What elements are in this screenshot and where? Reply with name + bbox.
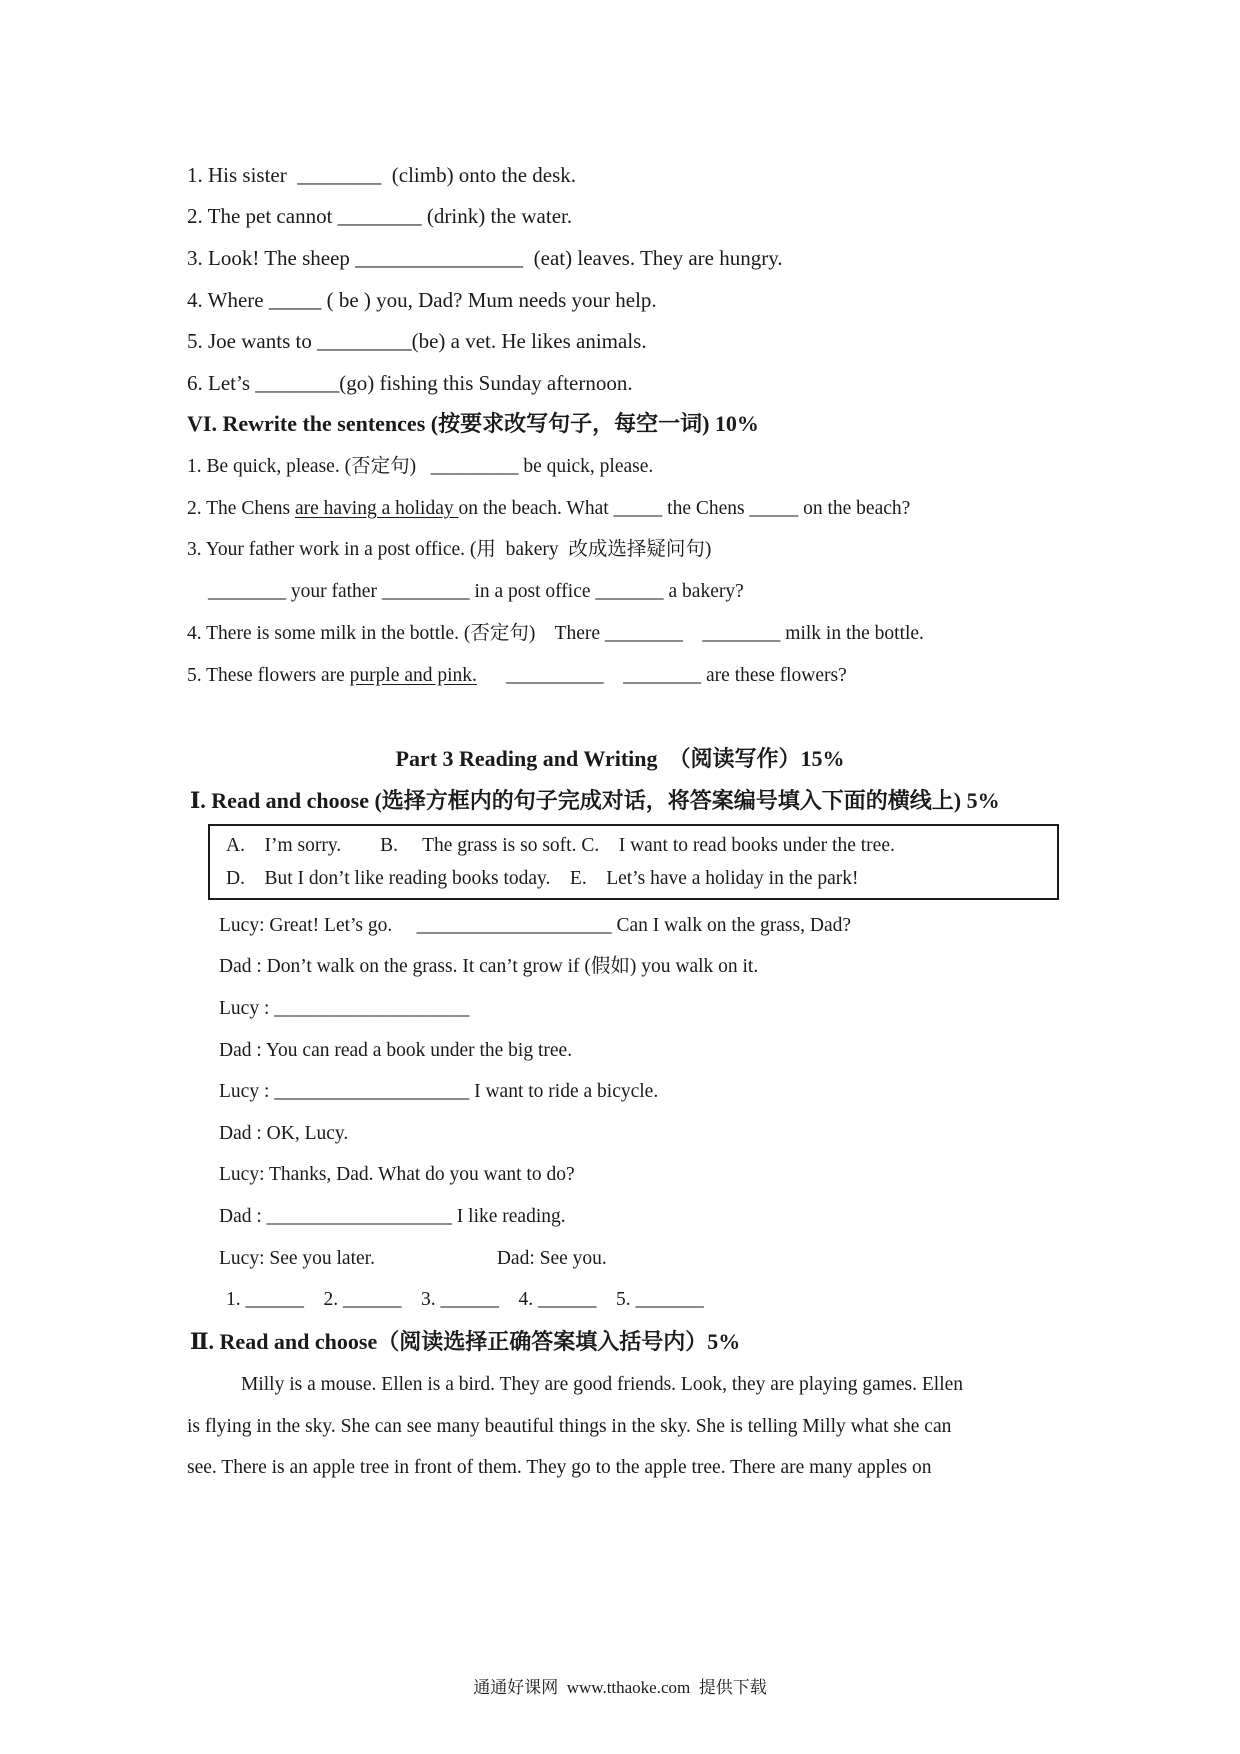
- exercise-v-q4: 4. Where _____ ( be ) you, Dad? Mum needs your help.: [187, 288, 657, 312]
- exercise-v-q5: 5. Joe wants to _________(be) a vet. He likes animals.: [187, 329, 647, 353]
- section-i-heading: Ⅰ. Read and choose (选择方框内的句子完成对话，将答案编号填入下面的横线上) 5%: [190, 788, 1000, 813]
- dialogue-line-2: Dad : Don’t walk on the grass. It can’t grow if (假如) you walk on it.: [219, 956, 759, 977]
- section-vi-q5-underlined: purple and pink.: [349, 665, 477, 686]
- section-vi-q2-underlined: are having a holiday: [294, 498, 459, 519]
- passage-line-2: is flying in the sky. She can see many beautiful things in the sky. She is telling Milly what she can: [187, 1416, 952, 1437]
- exercise-v-q2: 2. The pet cannot ________ (drink) the water.: [187, 204, 573, 228]
- answer-blanks: 1. ______ 2. ______ 3. ______ 4. ______ 5. _______: [226, 1289, 704, 1310]
- section-vi-q2-prefix: 2. The Chens: [187, 498, 295, 519]
- dialogue-line-8: Dad : ___________________ I like reading.: [219, 1206, 566, 1227]
- dialogue-line-4: Dad : You can read a book under the big tree.: [219, 1040, 573, 1061]
- exercise-v-q6: 6. Let’s ________(go) fishing this Sunday afternoon.: [187, 371, 633, 395]
- exercise-v-q1: 1. His sister ________ (climb) onto the desk.: [187, 163, 577, 187]
- exercise-v-q3: 3. Look! The sheep ________________ (eat) leaves. They are hungry.: [187, 246, 783, 270]
- dialogue-line-5: Lucy : ____________________ I want to ride a bicycle.: [219, 1081, 659, 1102]
- options-row-1: A. I’m sorry. B. The grass is so soft. C. I want to read books under the tree.: [226, 835, 895, 856]
- dialogue-line-9: Lucy: See you later. Dad: See you.: [219, 1248, 607, 1269]
- options-box: [208, 824, 1059, 900]
- section-vi-q5-suffix: __________ ________ are these flowers?: [476, 665, 847, 686]
- section-vi-q1: 1. Be quick, please. (否定句) _________ be quick, please.: [187, 456, 654, 477]
- section-vi-q2-suffix: on the beach. What _____ the Chens _____ on the beach?: [458, 498, 911, 519]
- dialogue-line-1: Lucy: Great! Let’s go. ____________________ Can I walk on the grass, Dad?: [219, 915, 851, 936]
- dialogue-line-6: Dad : OK, Lucy.: [219, 1123, 349, 1144]
- dialogue-line-7: Lucy: Thanks, Dad. What do you want to do?: [219, 1164, 575, 1185]
- section-vi-q3-answer: ________ your father _________ in a post office _______ a bakery?: [208, 581, 744, 602]
- section-vi-heading: VI. Rewrite the sentences (按要求改写句子，每空一词) 10%: [187, 411, 759, 436]
- section-ii-heading: Ⅱ. Read and choose（阅读选择正确答案填入括号内）5%: [190, 1329, 741, 1354]
- section-vi-q3: 3. Your father work in a post office. (用 bakery 改成选择疑问句): [187, 539, 712, 560]
- section-vi-q5: [187, 666, 847, 686]
- section-vi-q5-prefix: 5. These flowers are: [187, 665, 350, 686]
- passage-line-3: see. There is an apple tree in front of them. They go to the apple tree. There are many apples on: [187, 1457, 932, 1478]
- options-row-2: D. But I don’t like reading books today. E. Let’s have a holiday in the park!: [226, 868, 859, 889]
- section-vi-q4: 4. There is some milk in the bottle. (否定句) There ________ ________ milk in the bottle.: [187, 623, 924, 644]
- passage-line-1: Milly is a mouse. Ellen is a bird. They are good friends. Look, they are playing games. Ellen: [241, 1374, 964, 1395]
- dialogue-line-3: Lucy : ____________________: [219, 998, 470, 1019]
- section-vi-q2: [187, 499, 910, 519]
- part3-title: Part 3 Reading and Writing （阅读写作）15%: [395, 746, 845, 771]
- footer-source: 通通好课网 www.tthaoke.com 提供下载: [473, 1678, 767, 1697]
